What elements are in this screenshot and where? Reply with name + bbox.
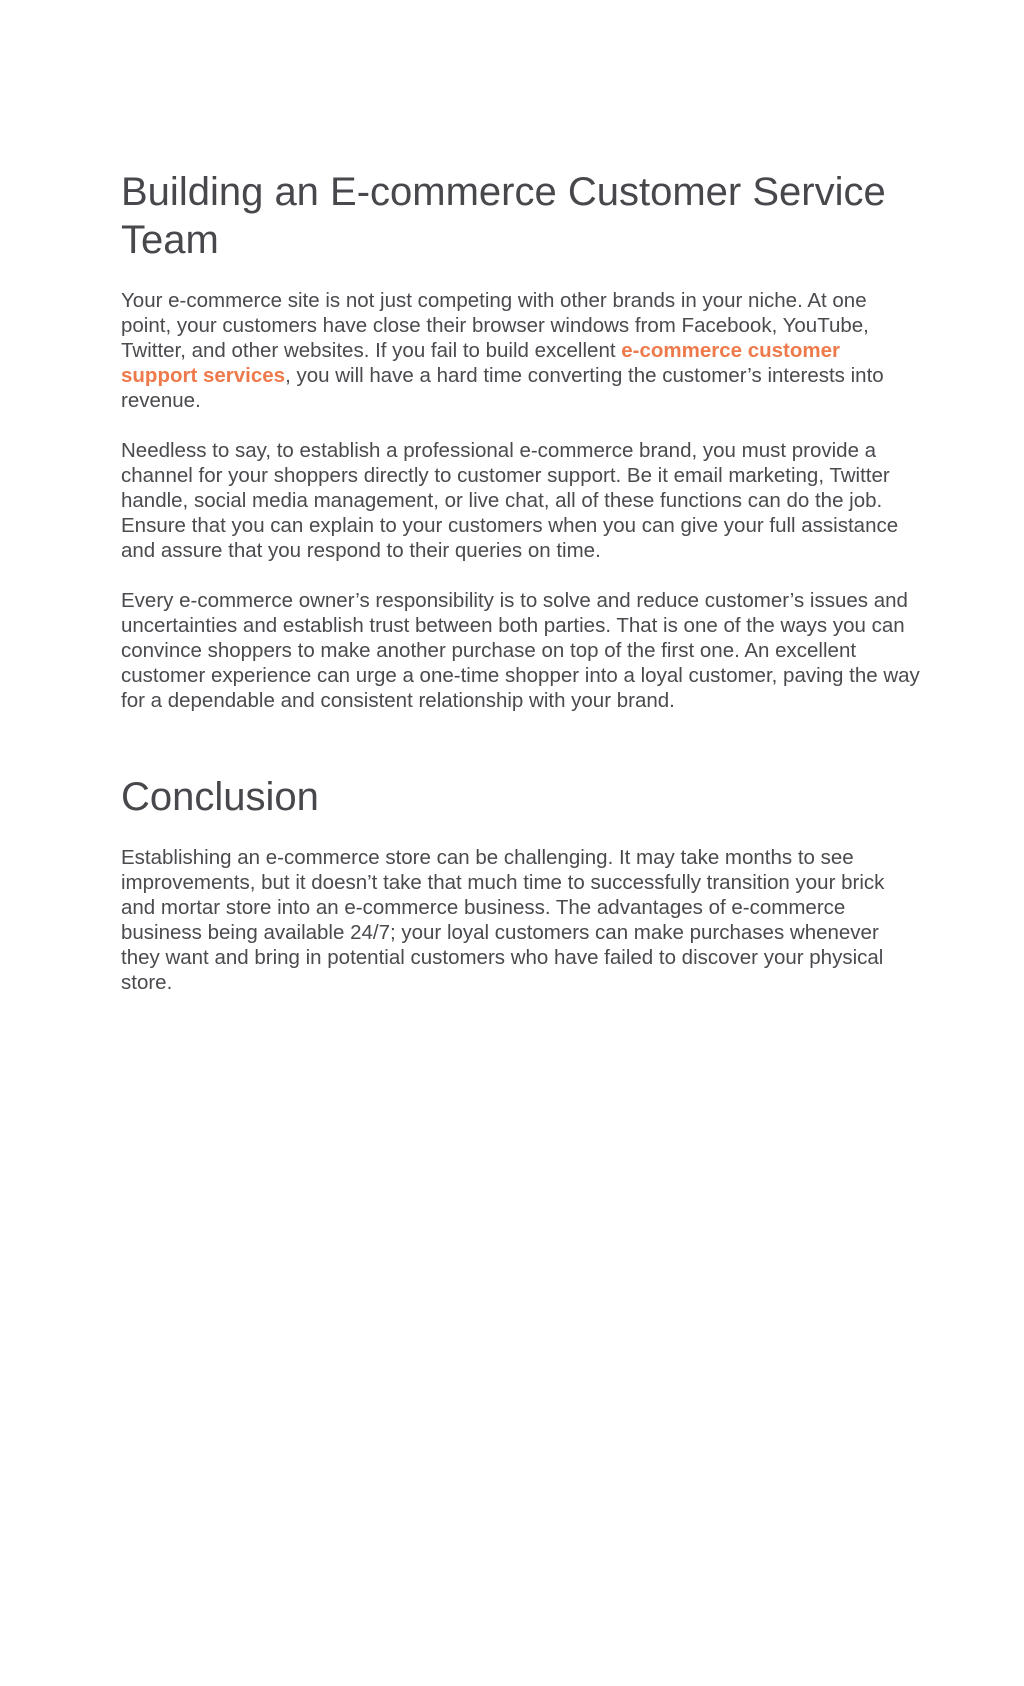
section-conclusion: [121, 773, 921, 995]
paragraph: [121, 288, 921, 413]
paragraph: Every e-commerce owner’s responsibility is to solve and reduce customer’s issues and uncertainties and establish trust between both parties. That is one of the ways you can convince shoppers to make another purchase on top of the first one. An excellent customer experience can urge a one-time shopper into a loyal customer, paving the way for a dependable and consistent relationship with your brand.: [121, 589, 920, 712]
paragraph: Needless to say, to establish a professional e-commerce brand, you must provide a channel for your shoppers directly to customer support. Be it email marketing, Twitter handle, social media management, or live chat, all of these functions can do the job. Ensure that you can explain to your customers when you can give your full assistance and assure that you respond to their queries on time.: [121, 439, 899, 562]
paragraph-text: , you will have a hard time converting the customer’s interests into revenue.: [121, 364, 884, 412]
paragraph: Establishing an e-commerce store can be challenging. It may take months to see improvements, but it doesn’t take that much time to successfully transition your brick and mortar store into an e-commerce business. The advantages of e-commerce business being available 24/7; your loyal customers can make purchases whenever they want and bring in potential customers who have failed to discover your physical store.: [121, 846, 885, 994]
paragraph-text: Your e-commerce site is not just competing with other brands in your niche. At one point, your customers have close their browser windows from Facebook, YouTube, Twitter, and other websites. If you fail to build excellent: [121, 289, 869, 362]
section-heading: Building an E-commerce Customer Service Team: [121, 170, 886, 262]
section-heading: Conclusion: [121, 775, 319, 819]
customer-support-link[interactable]: e-commerce customer support services: [121, 339, 841, 387]
section-customer-service: [121, 168, 921, 713]
document-page: [121, 168, 921, 1020]
